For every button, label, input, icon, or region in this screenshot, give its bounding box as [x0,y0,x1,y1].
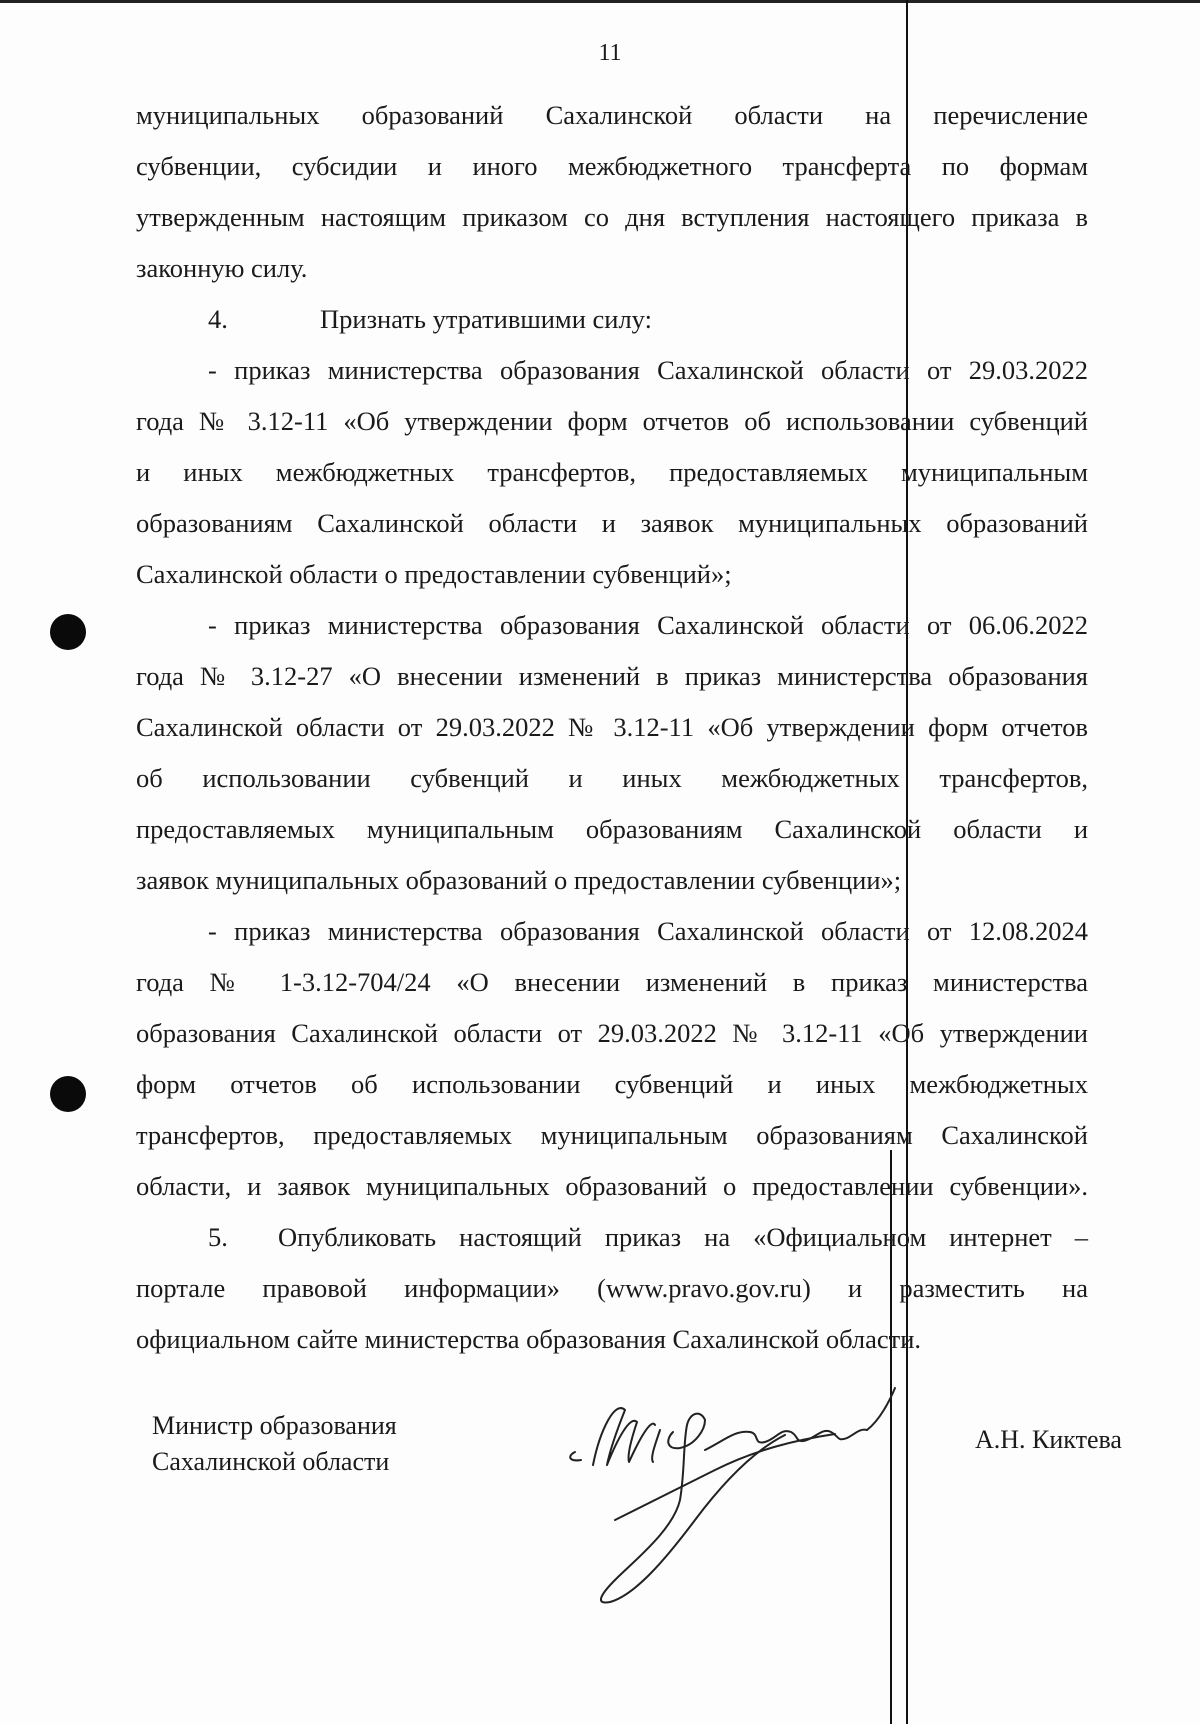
item-text: Опубликовать настоящий приказ на «Официальном интернет – [278,1222,1088,1252]
text-line: об использовании субвенций и иных межбюджетных трансфертов, [136,763,1088,793]
item-number: 5. [208,1222,228,1252]
text-line: Сахалинской области от 29.03.2022 № 3.12-11 «Об утверждении форм отчетов [136,712,1088,742]
text-line: предоставляемых муниципальным образованиям Сахалинской области и [136,814,1088,844]
text-line: года № 1-3.12-704/24 «О внесении изменений в приказ министерства [136,967,1088,997]
text-line: и иных межбюджетных трансфертов, предоставляемых муниципальным [136,457,1088,487]
text-line: - приказ министерства образования Сахалинской области от 06.06.2022 [208,610,1088,640]
punch-hole [50,1076,86,1112]
text-line: заявок муниципальных образований о предоставлении субвенции»; [136,865,902,895]
text-line: образования Сахалинской области от 29.03.2022 № 3.12-11 «Об утверждении [136,1018,1088,1048]
text-line: года № 3.12-27 «О внесении изменений в приказ министерства образования [136,661,1088,691]
text-line: Сахалинской области о предоставлении субвенций»; [136,559,732,589]
text-line: области, и заявок муниципальных образований о предоставлении субвенции». [136,1171,1088,1201]
repealed-order-3 [136,906,1088,1212]
item-number: 4. [208,304,228,334]
text-line: официальном сайте министерства образования Сахалинской области. [136,1324,922,1354]
text-line: субвенции, субсидии и иного межбюджетного трансферта по формам [136,151,1088,181]
text-line: трансфертов, предоставляемых муниципальным образованиям Сахалинской [136,1120,1088,1150]
text-line: утвержденным настоящим приказом со дня вступления настоящего приказа в [136,202,1088,232]
text-line: муниципальных образований Сахалинской области на перечисление [136,100,1088,130]
signatory-title-line: Сахалинской области [152,1447,390,1476]
signatory-title [152,1408,397,1480]
page-number: 11 [598,40,622,66]
intro-paragraph [136,90,1088,294]
item-4 [136,294,1088,345]
text-line: законную силу. [136,253,308,283]
handwritten-signature [555,1370,935,1610]
signatory-name: А.Н. Киктева [975,1425,1122,1454]
text-line: форм отчетов об использовании субвенций и иных межбюджетных [136,1069,1088,1099]
text-line: образованиям Сахалинской области и заявок муниципальных образований [136,508,1088,538]
punch-hole [50,614,86,650]
repealed-order-2 [136,600,1088,906]
text-line: - приказ министерства образования Сахалинской области от 29.03.2022 [208,355,1088,385]
signatory-title-line: Министр образования [152,1411,397,1440]
repealed-order-1 [136,345,1088,600]
scan-top-edge [0,0,1200,3]
text-line: года № 3.12-11 «Об утверждении форм отчетов об использовании субвенций [136,406,1088,436]
item-text: Признать утратившими силу: [320,304,652,334]
text-line: портале правовой информации» (www.pravo.gov.ru) и разместить на [136,1273,1088,1303]
item-5 [136,1212,1088,1365]
text-line: - приказ министерства образования Сахалинской области от 12.08.2024 [208,916,1088,946]
